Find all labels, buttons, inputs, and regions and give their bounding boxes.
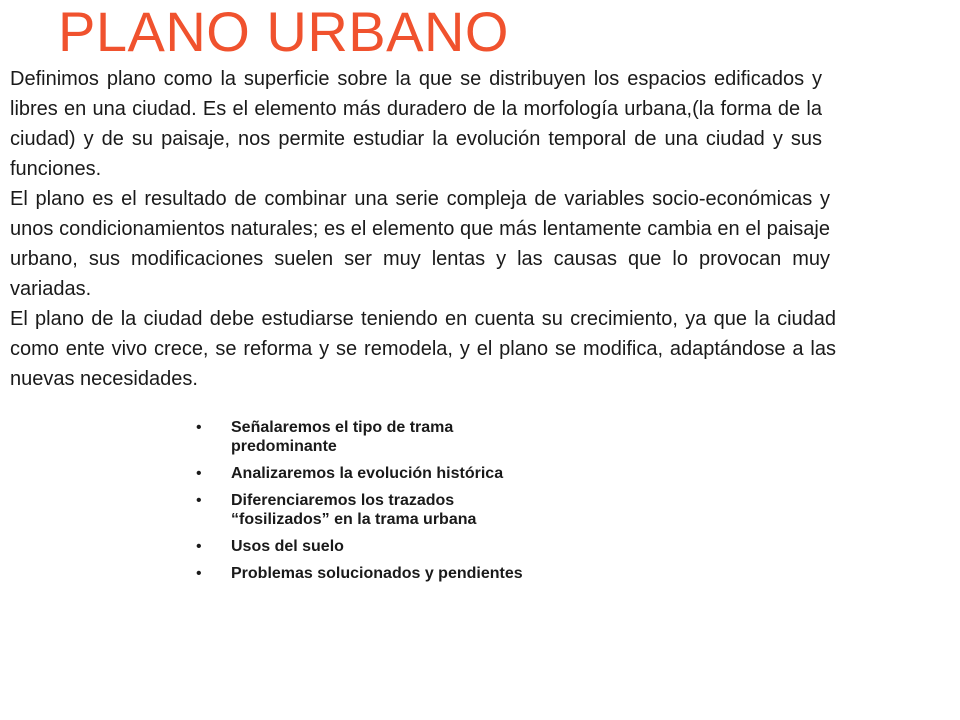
list-item: [196, 564, 556, 583]
bullet-icon: •: [196, 538, 202, 555]
paragraph-variables: El plano es el resultado de combinar una serie compleja de variables socio-económicas y unos condicionamientos naturales; es el elemento que más lentamente cambia en el paisaje urbano, sus modificaciones suelen ser muy lentas y las causas que lo provocan muy variadas.: [10, 188, 830, 300]
list-item: [196, 537, 556, 556]
list-item: [196, 464, 556, 483]
list-item: [196, 418, 556, 456]
list-item-text: Diferenciaremos los trazados “fosilizados” en la trama urbana: [231, 492, 477, 528]
list-item-text: Problemas solucionados y pendientes: [231, 565, 523, 582]
paragraph-definition: Definimos plano como la superficie sobre la que se distribuyen los espacios edificados y libres en una ciudad. Es el elemento más duradero de la morfología urbana,(la forma de la ciudad) y de su paisaje, nos permite estudiar la evolución temporal de una ciudad y sus funciones.: [10, 68, 822, 180]
list-item-text: Usos del suelo: [231, 538, 344, 555]
list-item-text: Señalaremos el tipo de trama predominante: [231, 419, 454, 455]
bullet-icon: •: [196, 419, 202, 436]
bullet-icon: •: [196, 465, 202, 482]
paragraph-growth: El plano de la ciudad debe estudiarse teniendo en cuenta su crecimiento, ya que la ciudad como ente vivo crece, se reforma y se remodela, y el plano se modifica, adaptándose a las nuevas necesidades.: [10, 308, 836, 390]
bullet-icon: •: [196, 565, 202, 582]
list-item-text: Analizaremos la evolución histórica: [231, 465, 504, 482]
slide-title: PLANO URBANO: [58, 0, 509, 63]
list-item: [196, 491, 556, 529]
bullet-icon: •: [196, 492, 202, 509]
objectives-list: [196, 418, 556, 591]
